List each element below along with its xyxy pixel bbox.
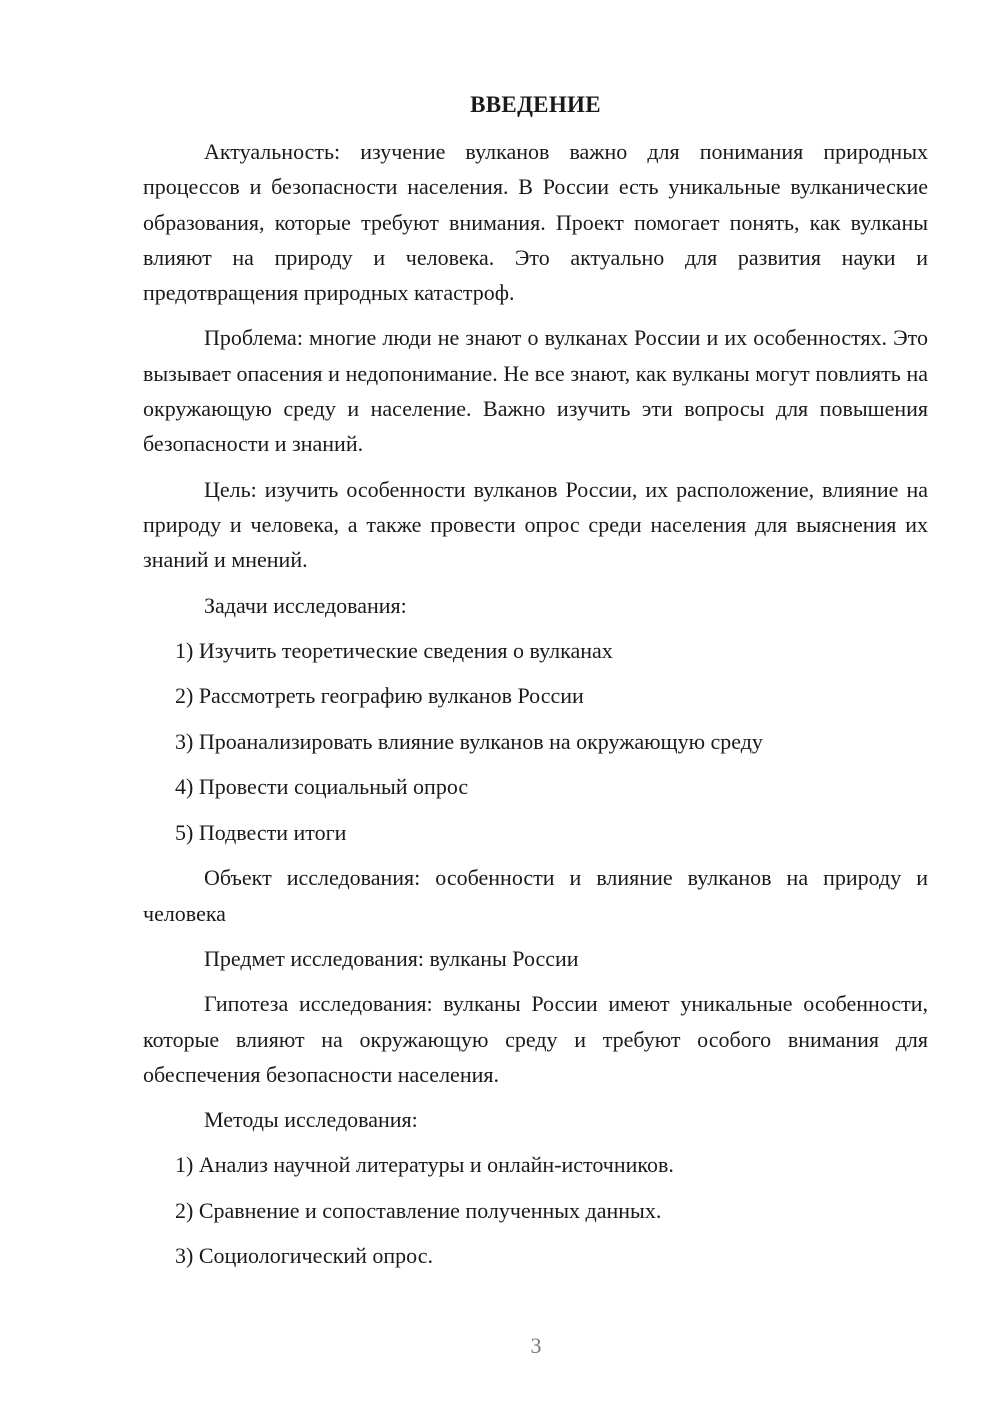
method-item: 1) Анализ научной литературы и онлайн-источников. bbox=[175, 1152, 674, 1178]
task-item: 5) Подвести итоги bbox=[175, 819, 347, 845]
object-paragraph: Объект исследования: особенности и влияние вулканов на природу и человека bbox=[143, 865, 928, 926]
task-item: 3) Проанализировать влияние вулканов на окружающую среду bbox=[175, 728, 763, 754]
actuality-paragraph: Актуальность: изучение вулканов важно для понимания природных процессов и безопасности населения. В России есть уникальные вулканические образования, которые требуют внимания. Проект помогает понять, как вулканы влияют на природу и человека. Это актуально для развития науки и предотвращения природных катастроф. bbox=[143, 139, 928, 306]
task-item: 4) Провести социальный опрос bbox=[175, 774, 469, 800]
method-item: 3) Социологический опрос. bbox=[175, 1243, 433, 1269]
page-title: ВВЕДЕНИЕ bbox=[470, 92, 601, 117]
method-item: 2) Сравнение и сопоставление полученных данных. bbox=[175, 1197, 662, 1223]
page-number: 3 bbox=[530, 1333, 542, 1358]
goal-paragraph: Цель: изучить особенности вулканов России, их расположение, влияние на природу и человека, а также провести опрос среди населения для выяснения их знаний и мнений. bbox=[143, 476, 928, 573]
task-item: 1) Изучить теоретические сведения о вулканах bbox=[175, 637, 613, 663]
task-item: 2) Рассмотреть географию вулканов России bbox=[175, 683, 584, 709]
methods-heading: Методы исследования: bbox=[204, 1107, 418, 1133]
hypothesis-paragraph: Гипотеза исследования: вулканы России имеют уникальные особенности, которые влияют на окружающую среду и требуют особого внимания для обеспечения безопасности населения. bbox=[143, 991, 928, 1087]
page-content bbox=[143, 92, 928, 1284]
tasks-heading: Задачи исследования: bbox=[204, 592, 407, 618]
problem-paragraph: Проблема: многие люди не знают о вулканах России и их особенностях. Это вызывает опасения и недопонимание. Не все знают, как вулканы могут повлиять на окружающую среду и население. Важно изучить эти вопросы для повышения безопасности и знаний. bbox=[143, 325, 928, 457]
subject-paragraph: Предмет исследования: вулканы России bbox=[204, 945, 579, 971]
